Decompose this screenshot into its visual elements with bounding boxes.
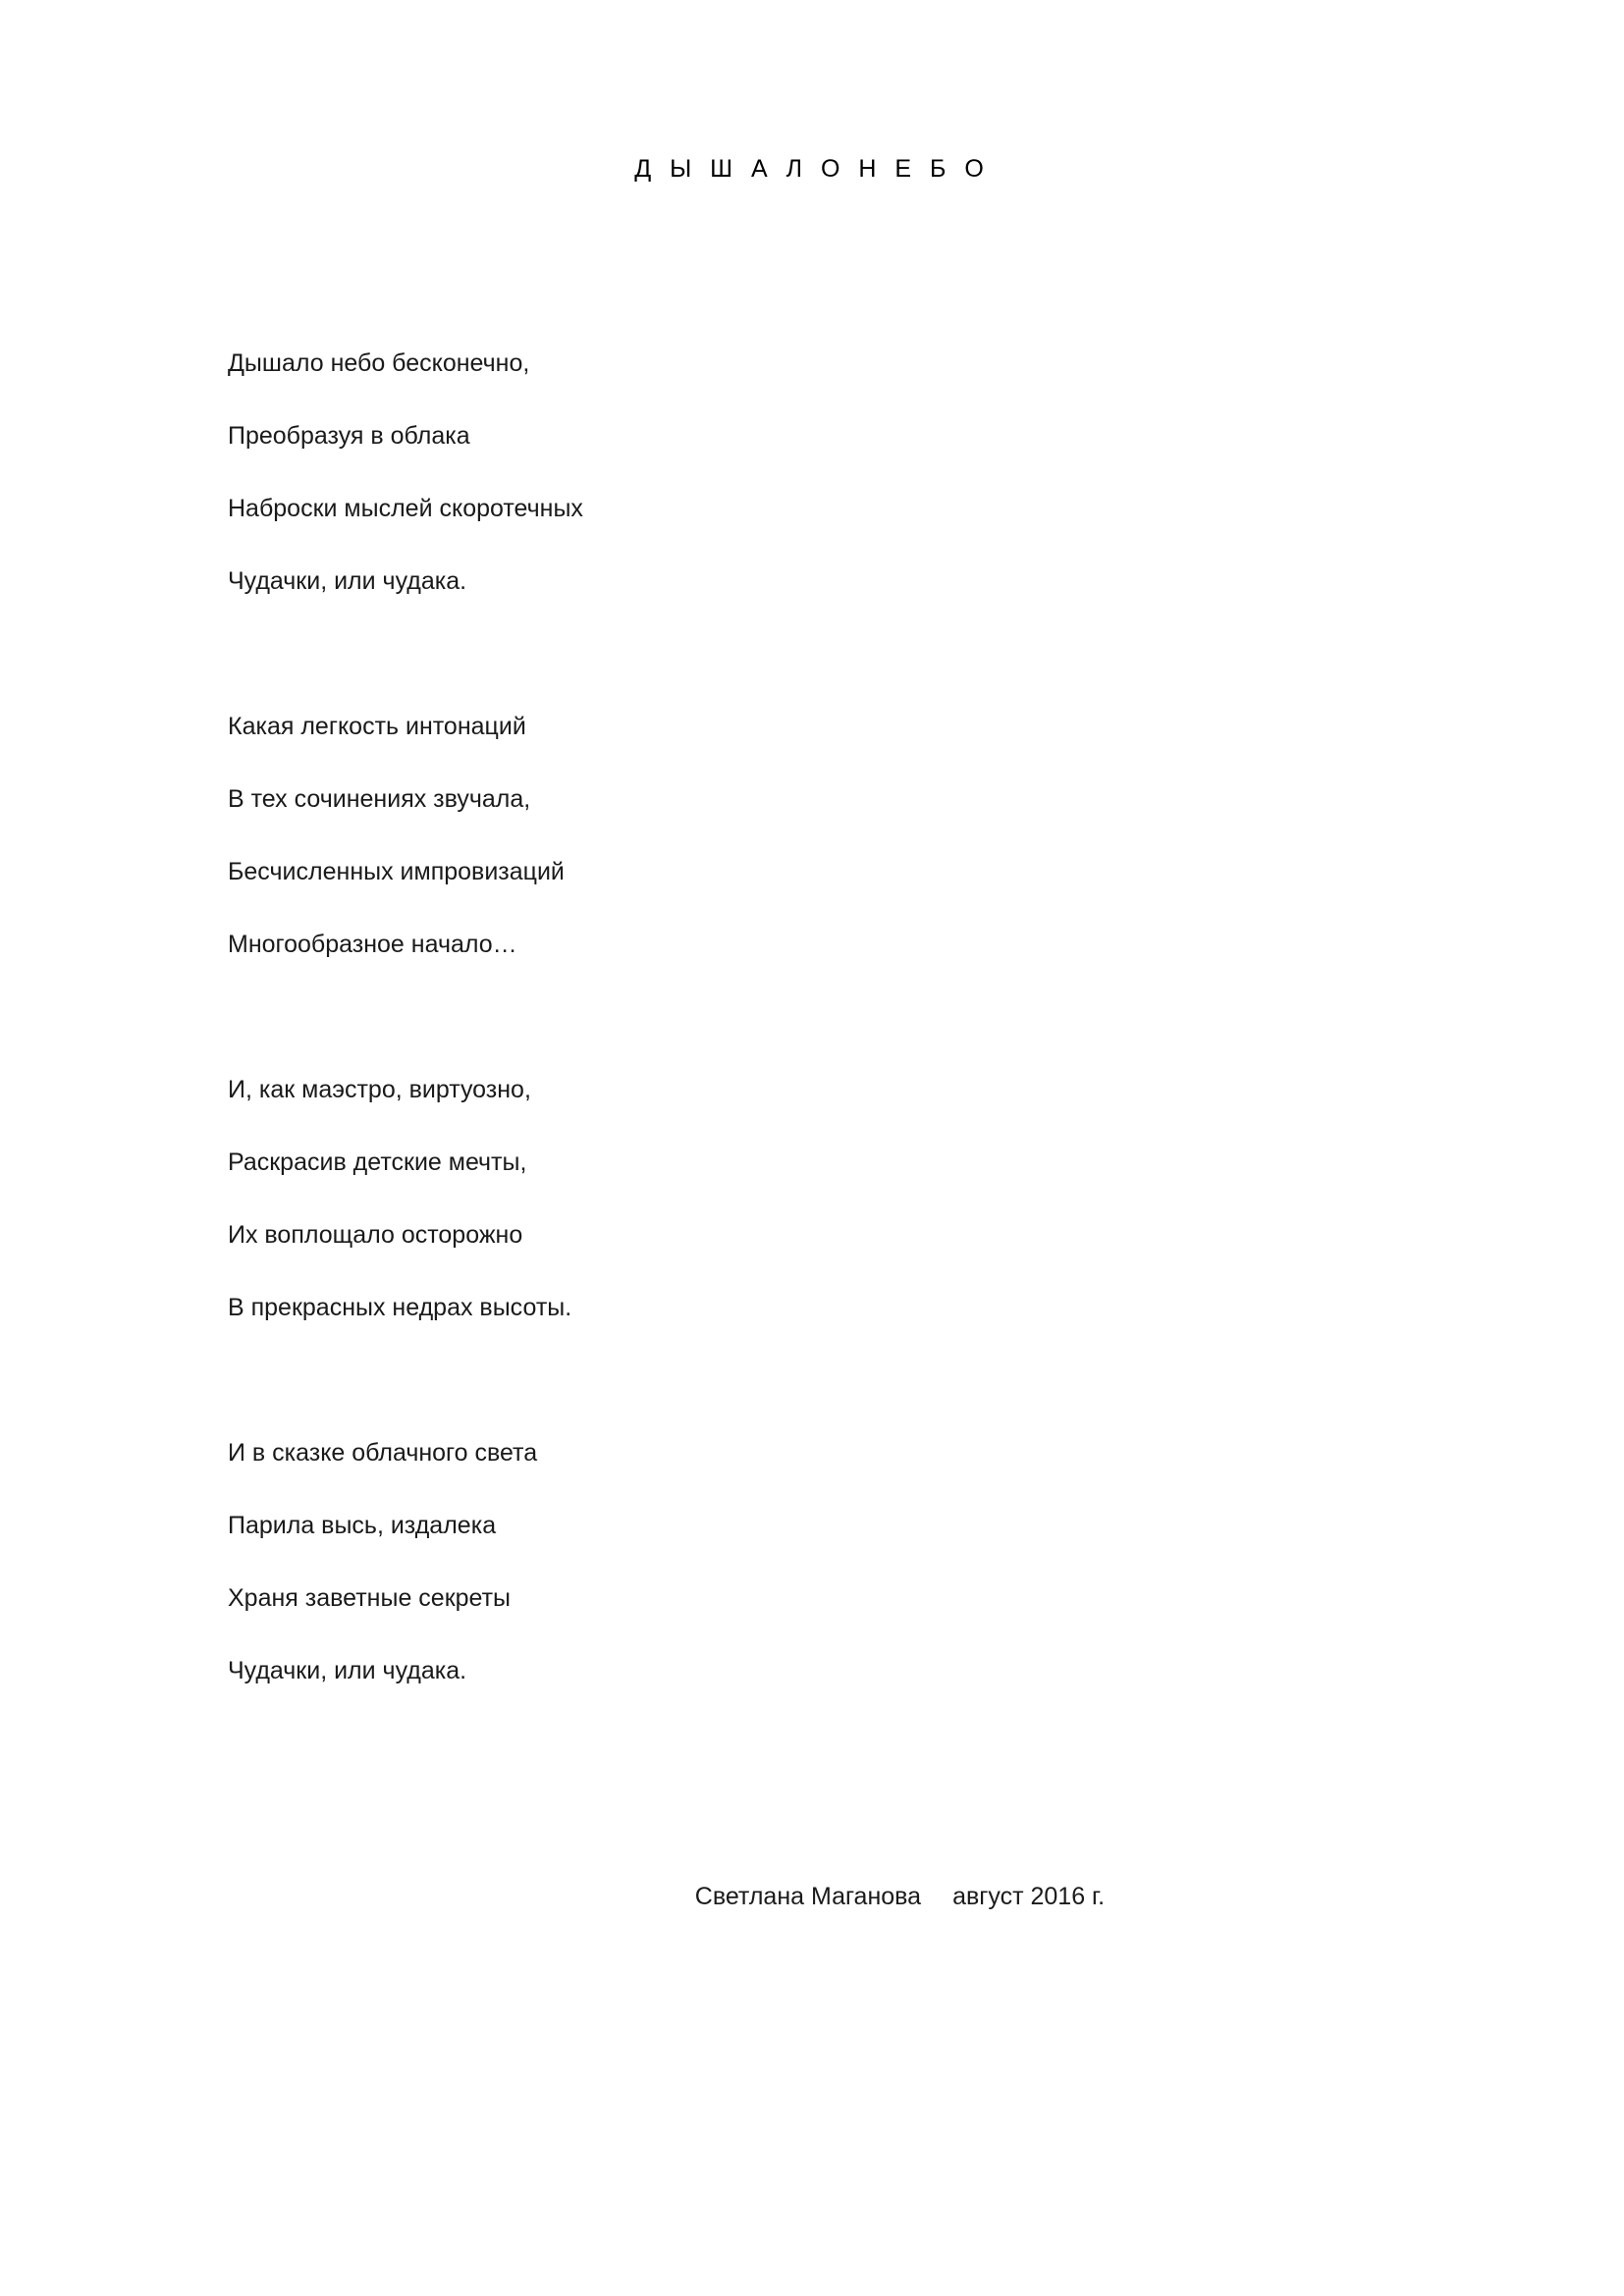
- signature-date: август 2016 г.: [952, 1883, 1106, 1910]
- poem-line: Их воплощало осторожно: [228, 1221, 523, 1249]
- poem-line: Раскрасив детские мечты,: [228, 1148, 527, 1176]
- stanza: [0, 1416, 1624, 1707]
- poem-line: Парила высь, издалека: [228, 1512, 497, 1539]
- poem-line: Наброски мыслей скоротечных: [228, 495, 583, 522]
- stanza-spacer: [0, 981, 1624, 1053]
- signature: [0, 1854, 1624, 1940]
- poem-line: В прекрасных недрах высоты.: [228, 1294, 572, 1321]
- poem-line: Какая легкость интонаций: [228, 713, 526, 740]
- stanza-spacer: [0, 1344, 1624, 1416]
- poem-line: Чудачки, или чудака.: [228, 567, 467, 595]
- poem-line: Преобразуя в облака: [228, 422, 470, 450]
- poem-line: И в сказке облачного света: [228, 1439, 538, 1467]
- poem-body: [0, 327, 1624, 1707]
- stanza: [0, 1053, 1624, 1344]
- page-title: Д Ы Ш А Л О Н Е Б О: [634, 155, 990, 183]
- stanza: [0, 690, 1624, 981]
- poem-line: Многообразное начало…: [228, 931, 517, 958]
- poem-line: И, как маэстро, виртуозно,: [228, 1076, 531, 1103]
- signature-author: Светлана Маганова: [694, 1883, 922, 1910]
- stanza-spacer: [0, 617, 1624, 690]
- poem-line: В тех сочинениях звучала,: [228, 785, 531, 813]
- poem-line: Бесчисленных импровизаций: [228, 858, 565, 885]
- stanza: [0, 327, 1624, 617]
- poem-line: Чудачки, или чудака.: [228, 1657, 467, 1684]
- poem-line: Храня заветные секреты: [228, 1584, 512, 1612]
- poem-line: Дышало небо бесконечно,: [228, 349, 530, 377]
